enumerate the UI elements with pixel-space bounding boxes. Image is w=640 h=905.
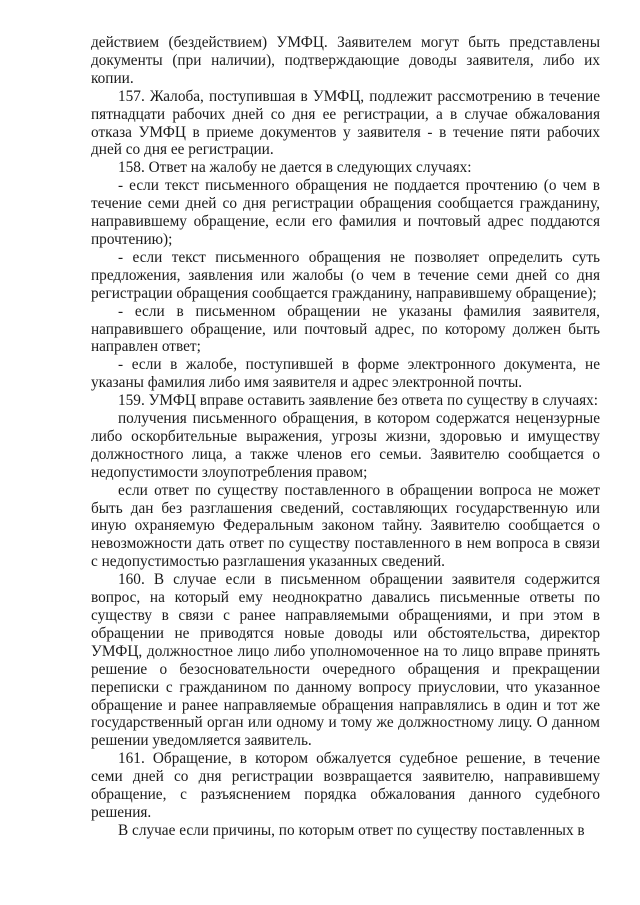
paragraph-continued: В случае если причины, по которым ответ по существу поставленных в xyxy=(118,821,585,839)
list-item-unclear-essence: - если текст письменного обращения не позволяет определить суть предложения, заявления или жалобы (о чем в течение семи дней со дня регистрации обращения сообщается гражданину, направившему обращение); xyxy=(91,248,600,302)
list-item-no-name-address: - если в письменном обращении не указаны фамилия заявителя, направившего обращение, или почтовый адрес, по которому должен быть направлен ответ; xyxy=(91,302,600,356)
paragraph-161: 161. Обращение, в котором обжалуется судебное решение, в течение семи дней со дня регистрации возвращается заявителю, направившему обращение, с разъяснением порядка обжалования данного судебного решения. xyxy=(91,750,600,821)
paragraph-159: 159. УМФЦ вправе оставить заявление без ответа по существу в случаях: xyxy=(118,392,599,410)
list-item-state-secret: если ответ по существу поставленного в обращении вопроса не может быть дан без разглашения сведений, составляющих государственную или иную охраняемую Федеральным законом тайну. Заявителю сообщается о невозможности дать ответ по существу поставленного в нем вопроса в связи с недопустимостью разглашения указанных сведений. xyxy=(91,481,600,571)
list-item-offensive-content: получения письменного обращения, в котором содержатся нецензурные либо оскорбительные выражения, угрозы жизни, здоровью и имуществу должностного лица, а также членов его семьи. Заявителю сообщается о недопустимости злоупотребления правом; xyxy=(91,410,600,481)
list-item-unreadable-text: - если текст письменного обращения не поддается прочтению (о чем в течение семи дней со дня регистрации обращения сообщается гражданину, направившему обращение, если его фамилия и почтовый адрес поддаются прочтению); xyxy=(91,177,600,248)
list-item-electronic-no-name: - если в жалобе, поступившей в форме электронного документа, не указаны фамилия либо имя заявителя и адрес электронной почты. xyxy=(91,356,600,392)
paragraph-157: 157. Жалоба, поступившая в УМФЦ, подлежит рассмотрению в течение пятнадцати рабочих дней со дня ее регистрации, а в случае обжалования отказа УМФЦ в приеме документов у заявителя - в течение пяти рабочих дней со дня ее регистрации. xyxy=(91,87,600,159)
paragraph-160: 160. В случае если в письменном обращении заявителя содержится вопрос, на который ему неоднократно давались письменные ответы по существу в связи с ранее направляемыми обращениями, и при этом в обращении не приводятся новые доводы или обстоятельства, директор УМФЦ, должностное лицо либо уполномоченное на то лицо вправе принять решение о безосновательности очередного обращения и прекращении переписки с гражданином по данному вопросу приусловии, что указанное обращение и ранее направляемые обращения направлялись в один и тот же государственный орган или одному и тому же должностному лицу. О данном решении уведомляется заявитель. xyxy=(91,571,600,750)
paragraph-158: 158. Ответ на жалобу не дается в следующих случаях: xyxy=(118,159,472,177)
paragraph-complaint-documents: действием (бездействием) УМФЦ. Заявителем могут быть представлены документы (при наличии), подтверждающие доводы заявителя, либо их копии. xyxy=(91,34,600,87)
